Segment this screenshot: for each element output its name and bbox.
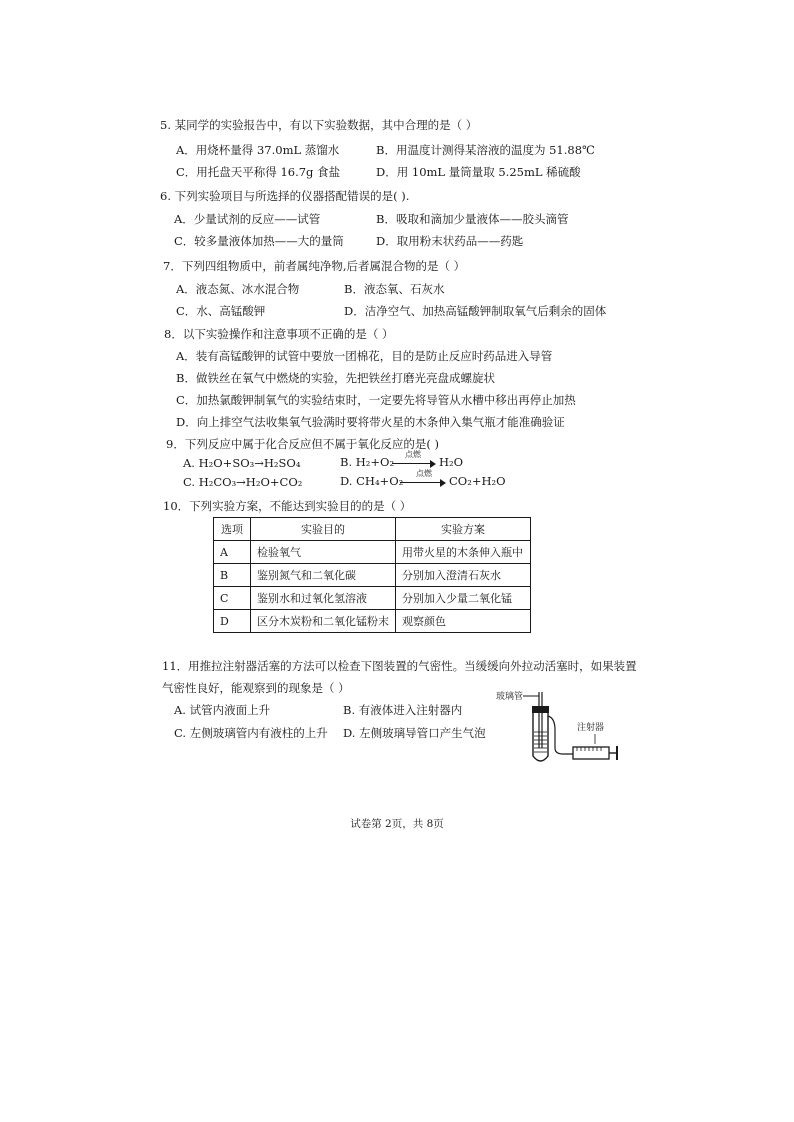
q9-option-d-condition: 点燃 <box>416 469 432 478</box>
q10-table <box>213 517 531 633</box>
q9-option-c: C. H₂CO₃→H₂O+CO₂ <box>183 475 303 489</box>
table-cell: 分别加入澄清石灰水 <box>396 564 531 587</box>
q9-stem: 9．下列反应中属于化合反应但不属于氧化反应的是( ) <box>166 437 439 451</box>
table-cell: 鉴别水和过氧化氢溶液 <box>251 587 396 610</box>
table-cell: D <box>214 610 251 633</box>
table-header-row <box>214 518 531 541</box>
q7-option-d: D．洁净空气、加热高锰酸钾制取氧气后剩余的固体 <box>344 304 607 318</box>
table-cell: C <box>214 587 251 610</box>
table-cell: 观察颜色 <box>396 610 531 633</box>
q8-option-a: A．装有高锰酸钾的试管中要放一团棉花，目的是防止反应时药品进入导管 <box>176 349 553 363</box>
q11-option-a: A. 试管内液面上升 <box>174 703 271 717</box>
q9-option-d-left: D. CH₄+O₂ <box>340 474 404 488</box>
q9-option-d-right: CO₂+H₂O <box>449 474 506 488</box>
q9-option-a: A. H₂O+SO₃→H₂SO₄ <box>183 456 301 470</box>
q9-option-b-condition: 点燃 <box>405 450 421 459</box>
table-cell: B <box>214 564 251 587</box>
q11-option-c: C. 左侧玻璃管内有液柱的上升 <box>174 726 328 740</box>
q8-option-d: D．向上排空气法收集氧气验满时要将带火星的木条伸入集气瓶才能准确验证 <box>176 415 565 429</box>
table-cell: 鉴别氮气和二氧化碳 <box>251 564 396 587</box>
q5-option-a: A．用烧杯量得 37.0mL 蒸馏水 <box>176 143 340 157</box>
table-cell: 区分木炭粉和二氧化锰粉末 <box>251 610 396 633</box>
q7-stem: 7．下列四组物质中，前者属纯净物,后者属混合物的是（ ） <box>163 259 466 273</box>
table-row <box>214 541 531 564</box>
q9-option-b-left: B. H₂+O₂ <box>340 455 395 469</box>
q10-stem: 10．下列实验方案，不能达到实验目的的是（ ） <box>163 499 412 513</box>
q11-stem-line1: 11．用推拉注射器活塞的方法可以检查下图装置的气密性。当缓缓向外拉动活塞时，如果装置 <box>162 659 637 673</box>
q6-option-d: D．取用粉末状药品——药匙 <box>376 234 524 248</box>
q9-option-b-right: H₂O <box>439 455 464 469</box>
q5-option-c: C．用托盘天平称得 16.7g 食盐 <box>176 165 341 179</box>
q5-option-d: D．用 10mL 量筒量取 5.25mL 稀硫酸 <box>376 165 581 179</box>
label-syringe: 注射器 <box>577 723 605 733</box>
q5-option-b: B．用温度计测得某溶液的温度为 51.88℃ <box>376 143 595 157</box>
q6-option-b: B．吸取和滴加少量液体——胶头滴管 <box>376 212 569 226</box>
table-cell: A <box>214 541 251 564</box>
table-cell: 用带火星的木条伸入瓶中 <box>396 541 531 564</box>
page-footer: 试卷第 2页，共 8页 <box>350 818 444 830</box>
q6-option-a: A．少量试剂的反应——试管 <box>174 212 321 226</box>
table-cell: 分别加入少量二氧化锰 <box>396 587 531 610</box>
table-row <box>214 587 531 610</box>
q8-option-b: B．做铁丝在氧气中燃烧的实验，先把铁丝打磨光亮盘成螺旋状 <box>176 371 495 385</box>
q7-option-a: A．液态氮、冰水混合物 <box>176 282 300 296</box>
apparatus-diagram <box>515 690 625 770</box>
table-row <box>214 610 531 633</box>
q5-stem: 5. 某同学的实验报告中，有以下实验数据，其中合理的是（ ） <box>160 118 478 132</box>
q11-stem-line2: 气密性良好，能观察到的现象是（ ） <box>162 681 350 695</box>
q11-option-d: D. 左侧玻璃导管口产生气泡 <box>343 726 486 740</box>
table-header-cell: 实验目的 <box>251 518 396 541</box>
q7-option-b: B．液态氧、石灰水 <box>344 282 445 296</box>
q8-option-c: C．加热氯酸钾制氧气的实验结束时，一定要先将导管从水槽中移出再停止加热 <box>176 393 576 407</box>
table-header-cell: 选项 <box>214 518 251 541</box>
q11-option-b: B. 有液体进入注射器内 <box>343 703 463 717</box>
q6-option-c: C．较多量液体加热——大的量筒 <box>174 234 344 248</box>
label-glass-tube: 玻璃管 <box>496 692 524 702</box>
table-cell: 检验氧气 <box>251 541 396 564</box>
q6-stem: 6. 下列实验项目与所选择的仪器搭配错误的是( ). <box>160 189 410 203</box>
table-header-cell: 实验方案 <box>396 518 531 541</box>
q9-option-b-arrow <box>392 463 434 464</box>
table-row <box>214 564 531 587</box>
q7-option-c: C．水、高锰酸钾 <box>176 304 266 318</box>
q8-stem: 8．以下实验操作和注意事项不正确的是（ ） <box>164 327 394 341</box>
q9-option-d-arrow <box>400 482 444 483</box>
